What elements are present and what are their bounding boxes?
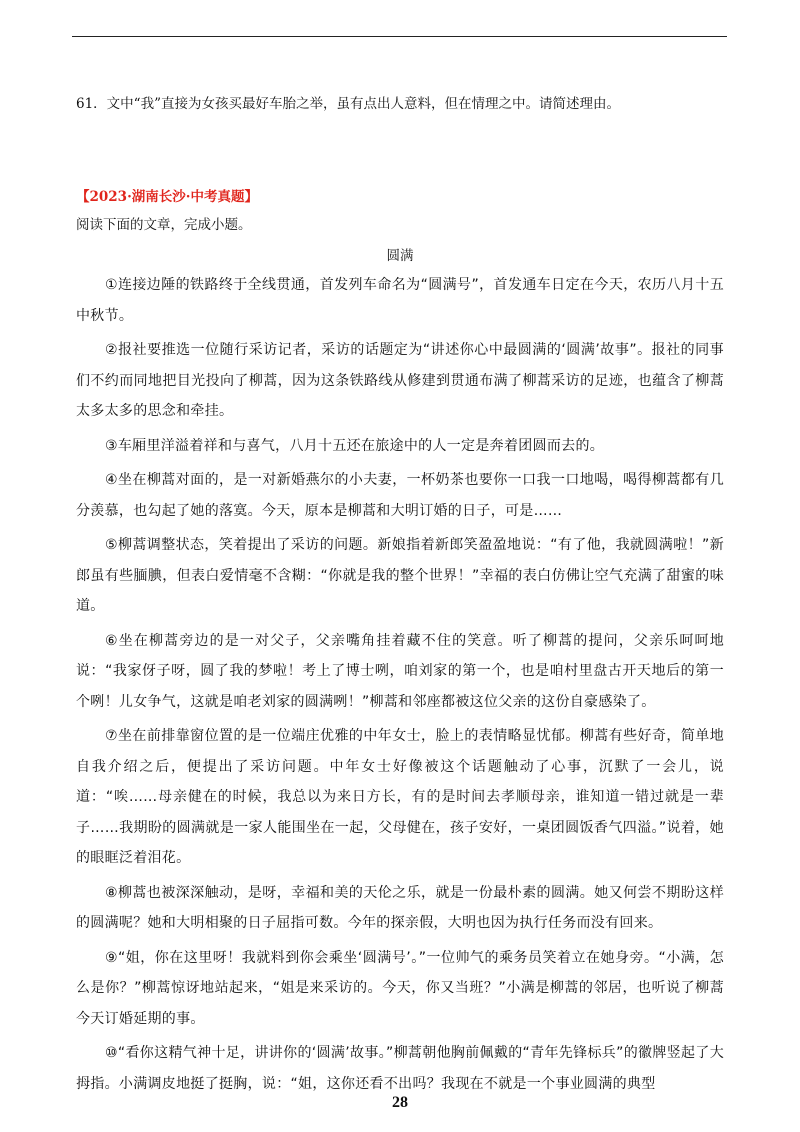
article-paragraph: ③车厢里洋溢着祥和与喜气，八月十五还在旅途中的人一定是奔着团圆而去的。 xyxy=(105,437,605,454)
header-rule xyxy=(72,36,727,37)
source-tag: 【2023·湖南长沙·中考真题】 xyxy=(76,189,258,205)
article-paragraph: ⑥坐在柳蒿旁边的是一对父子，父亲嘴角挂着藏不住的笑意。听了柳蒿的提问，父亲乐呵呵地说：“我家伢子呀，圆了我的梦啦！考上了博士咧，咱刘家的第一个，也是咱村里盘古开天地后的第一个咧！儿女争气，这就是咱老刘家的圆满咧！”柳蒿和邻座都被这位父亲的这份自豪感染了。 xyxy=(76,632,724,710)
article-paragraph: ②报社要推选一位随行采访记者，采访的话题定为“讲述你心中最圆满的‘圆满’故事”。报社的同事们不约而同地把目光投向了柳蒿，因为这条铁路线从修建到贯通布满了柳蒿采访的足迹，也蕴含了柳蒿太多太多的思念和牵挂。 xyxy=(76,342,724,419)
article-paragraph: ④坐在柳蒿对面的，是一对新婚燕尔的小夫妻，一杯奶茶也要你一口我一口地喝，喝得柳蒿都有几分羡慕，也勾起了她的落寞。今天，原本是柳蒿和大明订婚的日子，可是…… xyxy=(76,472,724,519)
article-title: 圆满 xyxy=(386,248,414,264)
page-number: 28 xyxy=(392,1094,408,1111)
article-paragraph: ⑩“看你这精气神十足，讲讲你的‘圆满’故事。”柳蒿朝他胸前佩戴的“青年先锋标兵”的徽牌竖起了大拇指。小满调皮地挺了挺胸，说：“姐，这你还看不出吗？我现在不就是一个事业圆满的典型 xyxy=(76,1045,724,1092)
article-paragraph: ⑧柳蒿也被深深触动，是呀，幸福和美的天伦之乐，就是一份最朴素的圆满。她又何尝不期盼这样的圆满呢？她和大明相聚的日子屈指可数。今年的探亲假，大明也因为执行任务而没有回来。 xyxy=(76,884,724,931)
reading-instruction: 阅读下面的文章，完成小题。 xyxy=(76,217,252,233)
article-paragraph: ⑦坐在前排靠窗位置的是一位端庄优雅的中年女士，脸上的表情略显忧郁。柳蒿有些好奇，简单地自我介绍之后，便提出了采访问题。中年女士好像被这个话题触动了心事，沉默了一会儿，说道：“唉……母亲健在的时候，我总以为来日方长，有的是时间去孝顺母亲，谁知道一错过就是一辈子……我期盼的圆满就是一家人能围坐在一起，父母健在，孩子安好，一桌团圆饭香气四溢。”说着，她的眼眶泛着泪花。 xyxy=(76,728,724,866)
article-paragraph: ①连接边陲的铁路终于全线贯通，首发列车命名为“圆满号”，首发通车日定在今天，农历八月十五中秋节。 xyxy=(76,277,724,324)
article-paragraph: ⑨“姐，你在这里呀！我就料到你会乘坐‘圆满号’。”一位帅气的乘务员笑着立在她身旁。“小满，怎么是你？”柳蒿惊讶地站起来，“姐是来采访的。今天，你又当班？”小满是柳蒿的邻居，也听说了柳蒿今天订婚延期的事。 xyxy=(76,949,724,1027)
question-61: 61．文中“我”直接为女孩买最好车胎之举，虽有点出人意料，但在情理之中。请简述理由。 xyxy=(76,96,620,112)
article-body xyxy=(76,270,724,1103)
article-paragraph: ⑤柳蒿调整状态，笑着提出了采访的问题。新娘指着新郎笑盈盈地说：“有了他，我就圆满啦！”新郎虽有些腼腆，但表白爱情毫不含糊：“你就是我的整个世界！”幸福的表白仿佛让空气充满了甜蜜的味道。 xyxy=(76,537,724,614)
